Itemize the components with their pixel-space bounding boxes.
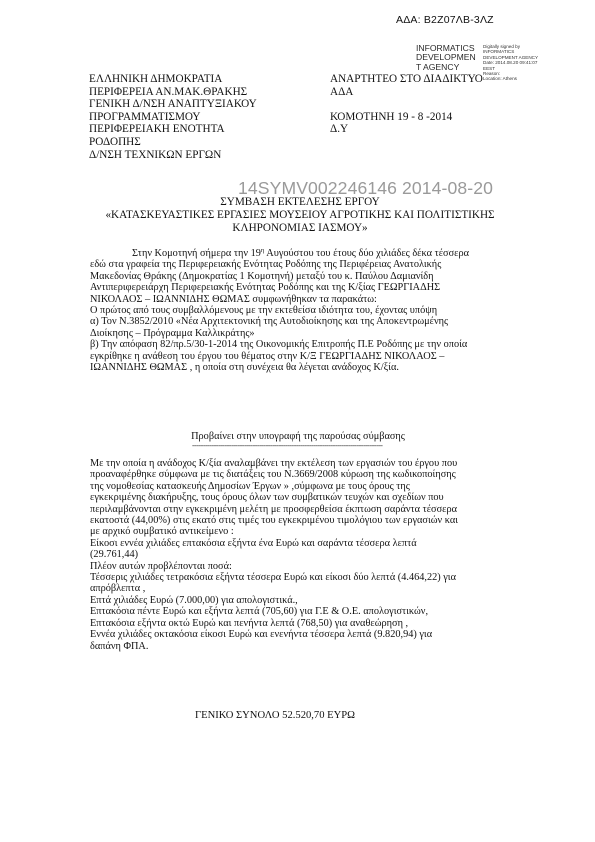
intro-line: εγκρίθηκε η ανάθεση του έργου του θέματος στην Κ/Ξ ΓΕΩΡΓΙΑΔΗΣ ΝΙΚΟΛΑΟΣ – [90,350,445,362]
signature-line: EEST [483,65,495,71]
body-line: εγκεκριμένης διακήρυξης, τους όρους όλων των συμβατικών τευχών και σχεδίων που [90,492,444,504]
signing-heading: Προβαίνει στην υπογραφή της παρούσας σύμβασης [191,431,405,442]
intro-first-line [90,248,506,259]
authority-line: ΕΛΛΗΝΙΚΗ ΔΗΜΟΚΡΑΤΙΑ [89,73,223,85]
body-line: Επτακόσια εξήντα οκτώ Ευρώ και πενήντα λεπτά (768,50) για αναθεώρηση , [90,617,409,629]
agency-line: T AGENCY [416,61,460,72]
intro-text: Αυγούστου του έτους δύο χιλιάδες δέκα τέσσερα [264,248,469,259]
separator-dashes: ---------------------------------------------------------------------------------------- [192,442,383,450]
protocol-number: 14SYMV002246146 2014-08-20 [238,178,493,198]
body-line: Επτά χιλιάδες Ευρώ (7.000,00) για απολογιστικά., [90,594,298,606]
signature-line: Reason: [483,71,501,77]
body-line: περιλαμβάνονται στην εγκεκριμένη μελέτη με προσφερθείσα έκπτωση σαράντα τέσσερα [90,503,458,515]
digital-signature-details [483,44,563,82]
agency-line: INFORMATICS [416,43,475,53]
meta-spacer [330,98,483,111]
title-line: «ΚΑΤΑΣΚΕΥΑΣΤΙΚΕΣ ΕΡΓΑΣΙΕΣ ΜΟΥΣΕΙΟΥ ΑΓΡΟΤΙΚΗΣ ΚΑΙ ΠΟΛΙΤΙΣΤΙΚΗΣ [105,208,495,221]
signature-line: Location: Athens [483,76,517,82]
body-line: προαναφέρθηκε σύμφωνα με τις διατάξεις του Ν.3669/2008 κύρωση της κωδικοποίησης [90,469,456,481]
ada-label: ΑΔΑ [330,85,354,98]
body-line: της νομοθεσίας κατασκευής Δημοσίων Έργων » ,σύμφωνα με τους όρους της [90,480,410,492]
ada-code: ΑΔΑ: Β2Ζ07ΛΒ-3ΛΖ [396,14,494,26]
intro-line: Ο πρώτος από τους συμβαλλόμενους με την εκτεθείσα ιδιότητα του, έχοντας υπόψη [90,305,438,317]
intro-paragraph [90,248,506,373]
authority-line: ΠΕΡΙΦΕΡΕΙΑΚΗ ΕΝΟΤΗΤΑ [89,123,225,136]
intro-line: Αντιπεριφερειάρχη Περιφερειακής Ενότητας Ροδόπης και της Κ/ξίας ΓΕΩΡΓΙΑΔΗΣ [90,282,441,294]
authority-line: Δ/ΝΣΗ ΤΕΧΝΙΚΩΝ ΕΡΓΩΝ [89,148,222,161]
place-date: ΚΟΜΟΤΗΝΗ 19 - 8 -2014 [330,110,453,123]
body-line: (29.761,44) [90,549,139,561]
grand-total: ΓΕΝΙΚΟ ΣΥΝΟΛΟ 52.520,70 ΕΥΡΩ [195,710,356,721]
body-line: Τέσσερις χιλιάδες τετρακόσια εξήντα τέσσερα Ευρώ και είκοσι δύο λεπτά (4.464,22) για [90,572,456,584]
contract-body [90,458,506,652]
body-line: Πλέον αυτών προβλέπονται ποσά: [90,560,232,572]
authority-line: ΠΕΡΙΦΕΡΕΙΑ ΑΝ.ΜΑΚ.ΘΡΑΚΗΣ [89,85,248,98]
ordinal-suffix: η [260,247,265,254]
authority-line: ΡΟΔΟΠΗΣ [89,135,141,148]
intro-line: εδώ στα γραφεία της Περιφερειακής Ενότητας Ροδόπης της Περιφέρειας Ανατολικής [90,259,442,271]
signature-line: DEVELOPMENT AGENCY [483,54,539,60]
intro-line: α) Τον Ν.3852/2010 «Νέα Αρχιτεκτονική της Αυτοδιοίκησης και της Αποκεντρωμένης [90,316,449,328]
signature-line: Digitally signed by [483,44,521,49]
body-line: δαπάνη ΦΠΑ. [90,640,149,652]
body-line: Εννέα χιλιάδες οκτακόσια είκοσι Ευρώ και ενενήντα τέσσερα λεπτά (9.820,94) για [90,629,433,641]
intro-line: Μακεδονίας Θράκης (Δημοκρατίας 1 Κομοτηνή) μεταξύ του κ. Παύλου Δαμιανίδη [90,270,434,282]
signing-agency [416,44,480,72]
body-line: Επτακόσια πέντε Ευρώ και εξήντα λεπτά (705,60) για Γ.Ε & Ο.Ε. απολογιστικών, [90,606,429,618]
signature-line: Date: 2014.08.20 09:41:07 [483,60,538,66]
document-meta [330,73,483,136]
signature-line: INFORMATICS [483,49,515,55]
body-line: εκατοστά (44,00%) στις εκατό στις τιμές του εγκεκριμένου τιμολόγιου των εργασιών και [90,515,459,527]
body-line: Είκοσι εννέα χιλιάδες επτακόσια εξήντα ένα Ευρώ και σαράντα τέσσερα λεπτά [90,537,417,549]
posting-note: ΑΝΑΡΤΗΤΕΟ ΣΤΟ ΔΙΑΔΙΚΤΥΟ [330,73,483,85]
title-line: ΚΛΗΡΟΝΟΜΙΑΣ ΙΑΣΜΟΥ» [232,221,368,234]
intro-line: ΙΩΑΝΝΙΔΗΣ ΘΩΜΑΣ , η οποία στη συνέχεια θα λέγεται ανάδοχος Κ/ξία. [90,362,399,374]
intro-text: Στην Κομοτηνή σήμερα την 19 [132,248,261,259]
body-line: με αρχικό συμβατικό αντικείμενο : [90,526,234,538]
authority-line: ΠΡΟΓΡΑΜΜΑΤΙΣΜΟΥ [89,110,201,123]
authority-line: ΓΕΝΙΚΗ Δ/ΝΣΗ ΑΝΑΠΤΥΞΙΑΚΟΥ [89,98,257,111]
issuing-authority [89,73,257,161]
body-line: απρόβλεπτα , [90,583,146,595]
intro-line: β) Την απόφαση 82/πρ.5/30-1-2014 της Οικονομικής Επιτροπής Π.Ε Ροδόπης με την οποία [90,339,468,351]
body-line: Με την οποία η ανάδοχος Κ/ξία αναλαμβάνει την εκτέλεση των εργασιών του έργου που [90,458,458,469]
title-line: ΣΥΜΒΑΣΗ ΕΚΤΕΛΕΣΗΣ ΕΡΓΟΥ [220,196,380,208]
intro-line: ΝΙΚΟΛΑΟΣ – ΙΩΑΝΝΙΔΗΣ ΘΩΜΑΣ συμφωνήθηκαν τα παρακάτω: [90,293,377,305]
department-code: Δ.Υ [330,123,349,136]
contract-title [90,196,510,234]
intro-line: Διοίκησης – Πρόγραμμα Καλλικράτης» [90,327,255,339]
agency-line: DEVELOPMEN [416,52,476,63]
